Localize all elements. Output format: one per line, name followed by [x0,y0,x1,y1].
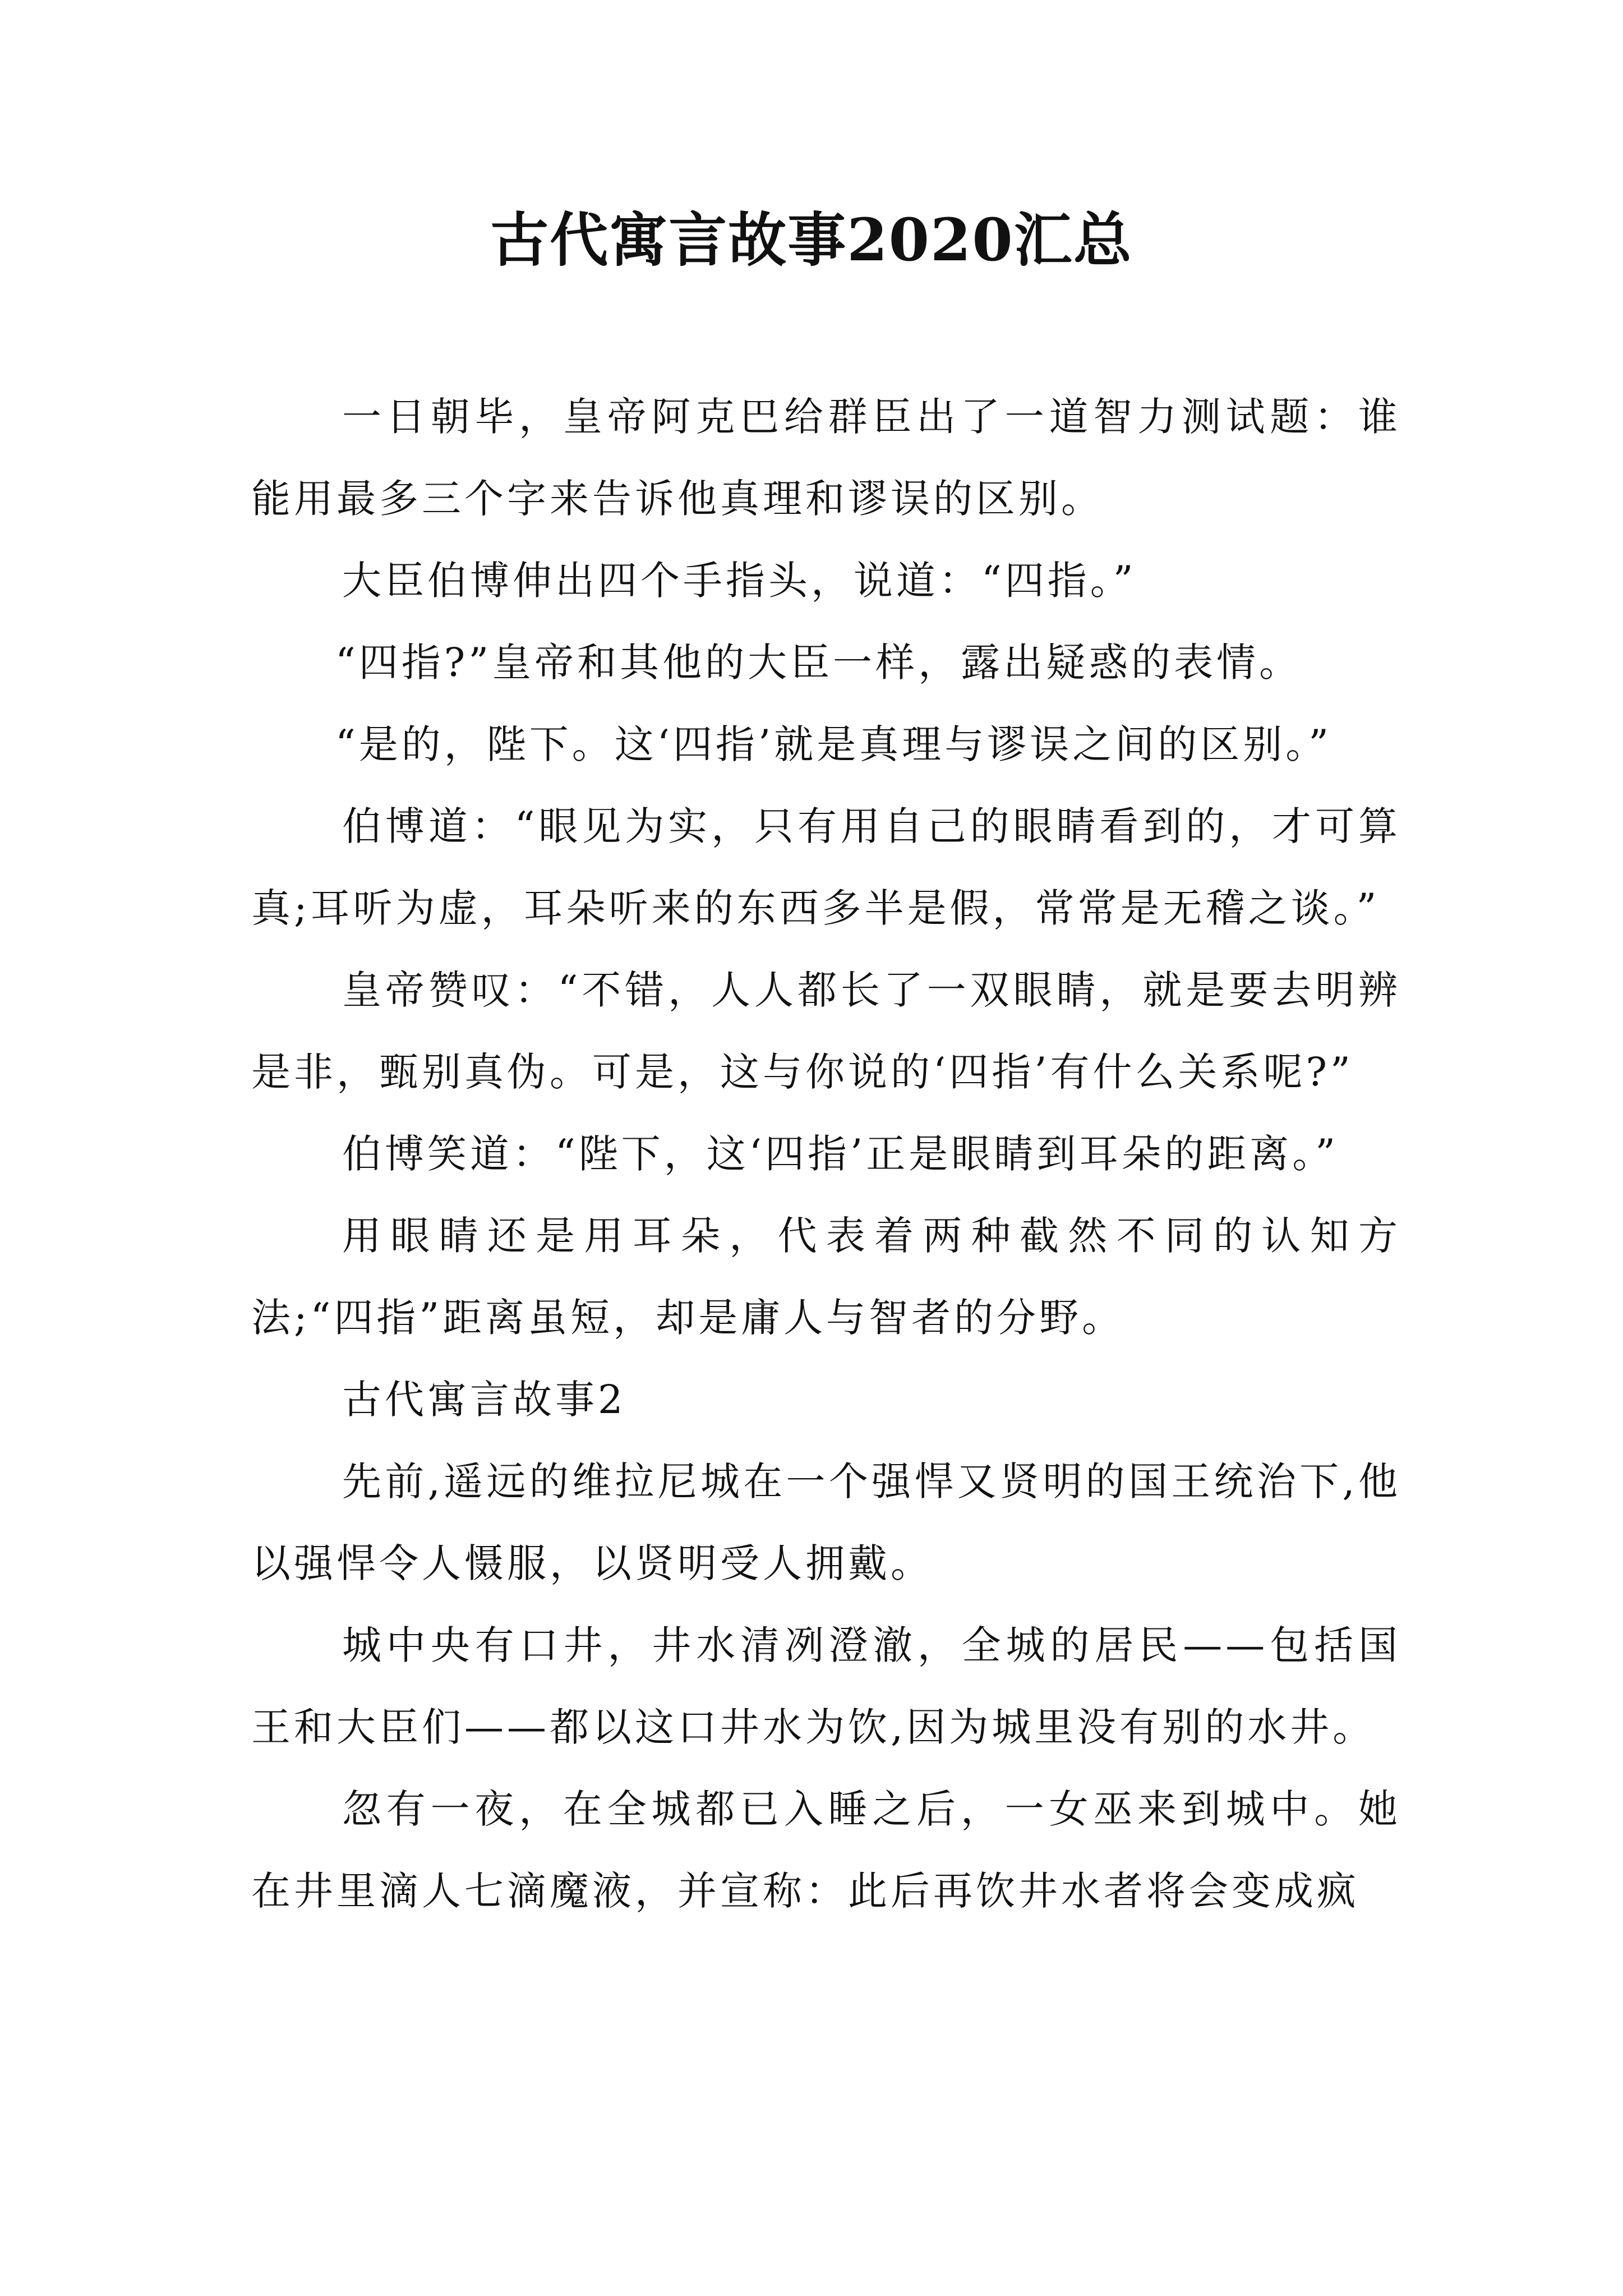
paragraph: 伯博笑道：“陛下，这‘四指’正是眼睛到耳朵的距离。” [342,1131,1339,1177]
paragraph: 先前,遥远的维拉尼城在一个强悍又贤明的国王统治下,他以强悍令人慑服，以贤明受人拥戴。 [251,1458,1401,1586]
paragraph: 忽有一夜，在全城都已入睡之后，一女巫来到城中。她在井里滴人七滴魔液，并宣称：此后再饮井水者将会变成疯 [251,1786,1401,1914]
document-title: 古代寓言故事2020汇总 [490,205,1133,274]
paragraph: 伯博道：“眼见为实，只有用自己的眼睛看到的，才可算真;耳听为虚，耳朵听来的东西多半是假，常常是无稽之谈。” [251,803,1401,931]
paragraph: 城中央有口井，井水清冽澄澈，全城的居民——包括国王和大臣们——都以这口井水为饮,因为城里没有别的水井。 [251,1622,1401,1750]
paragraph: 一日朝毕，皇帝阿克巴给群臣出了一道智力测试题：谁能用最多三个字来告诉他真理和谬误的区别。 [251,394,1401,522]
paragraph: 皇帝赞叹：“不错，人人都长了一双眼睛，就是要去明辨是非，甄别真伪。可是，这与你说的‘四指’有什么关系呢?” [251,967,1401,1095]
paragraph: 大臣伯博伸出四个手指头，说道：“四指。” [342,558,1137,604]
paragraph: “四指?”皇帝和其他的大臣一样，露出疑惑的表情。 [335,639,1302,685]
document-body [251,376,1401,1932]
section-heading: 古代寓言故事2 [342,1377,626,1423]
paragraph: 用眼睛还是用耳朵，代表着两种截然不同的认知方法;“四指”距离虽短，却是庸人与智者的分野。 [251,1213,1401,1341]
paragraph: “是的，陛下。这‘四指’就是真理与谬误之间的区别。” [335,721,1332,767]
